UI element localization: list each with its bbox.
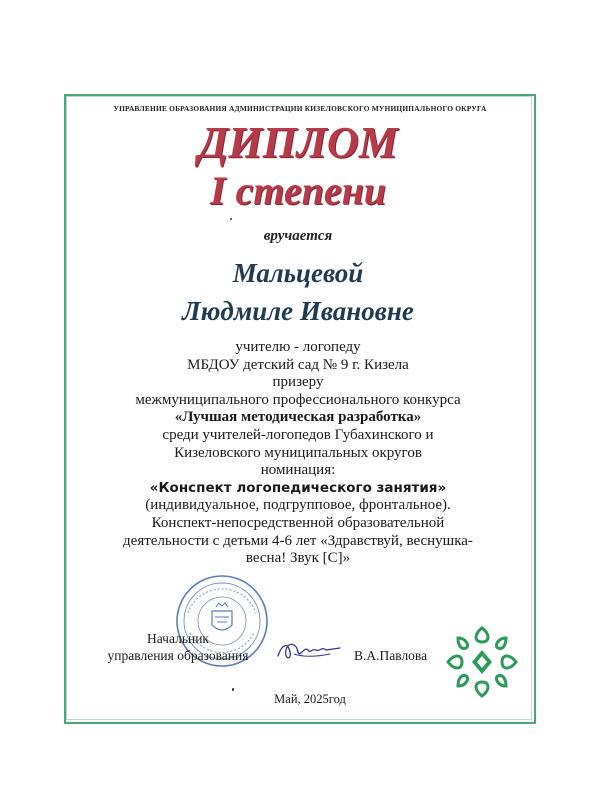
body-line: деятельности с детьми 4-6 лет «Здравствуй, веснушка- [123, 532, 473, 549]
body-line: весна! Звук [С]» [245, 550, 351, 567]
recipient-surname: Мальцевой [232, 258, 364, 288]
nomination-name: «Конспект логопедического занятия» [149, 479, 447, 496]
body-line: среди учителей-логопедов Губахинского и [162, 426, 434, 443]
diploma-title: ДИПЛОМ [198, 118, 398, 167]
diploma-degree: I степени [209, 168, 387, 213]
green-ornament-icon [440, 620, 524, 704]
scan-speck [232, 688, 234, 691]
contest-name: «Лучшая методическая разработка» [174, 409, 422, 426]
signatory-name: В.А.Павлова [354, 648, 428, 663]
handwritten-signature-icon [270, 636, 350, 666]
body-line: призеру [272, 374, 324, 391]
signatory-title-line: Начальник [146, 631, 209, 646]
body-line: учителю - логопеду [235, 339, 361, 355]
signatory-title [88, 630, 268, 664]
recipient-given-names: Людмиле Ивановне [182, 296, 414, 326]
body-line: (индивидуальное, подгрупповое, фронтальное). [145, 497, 451, 514]
issuer-header: УПРАВЛЕНИЕ ОБРАЗОВАНИЯ АДМИНИСТРАЦИИ КИЗЕЛОВСКОГО МУНИЦИПАЛЬНОГО ОКРУГА [113, 104, 487, 113]
body-line: Кизеловского муниципальных округов [174, 444, 422, 461]
awarded-label: вручается [263, 228, 333, 244]
body-line: МБДОУ детский сад № 9 г. Кизела [187, 356, 409, 373]
diploma-body [76, 339, 520, 568]
scan-speck [230, 218, 232, 220]
body-line: межмуниципального профессионального конкурса [135, 391, 461, 408]
body-line: номинация: [260, 462, 336, 479]
issue-date: Май, 2025год [274, 692, 346, 706]
signatory-title-line: управления образования [107, 648, 249, 663]
body-line: Конспект-непосредственной образовательной [151, 514, 445, 531]
